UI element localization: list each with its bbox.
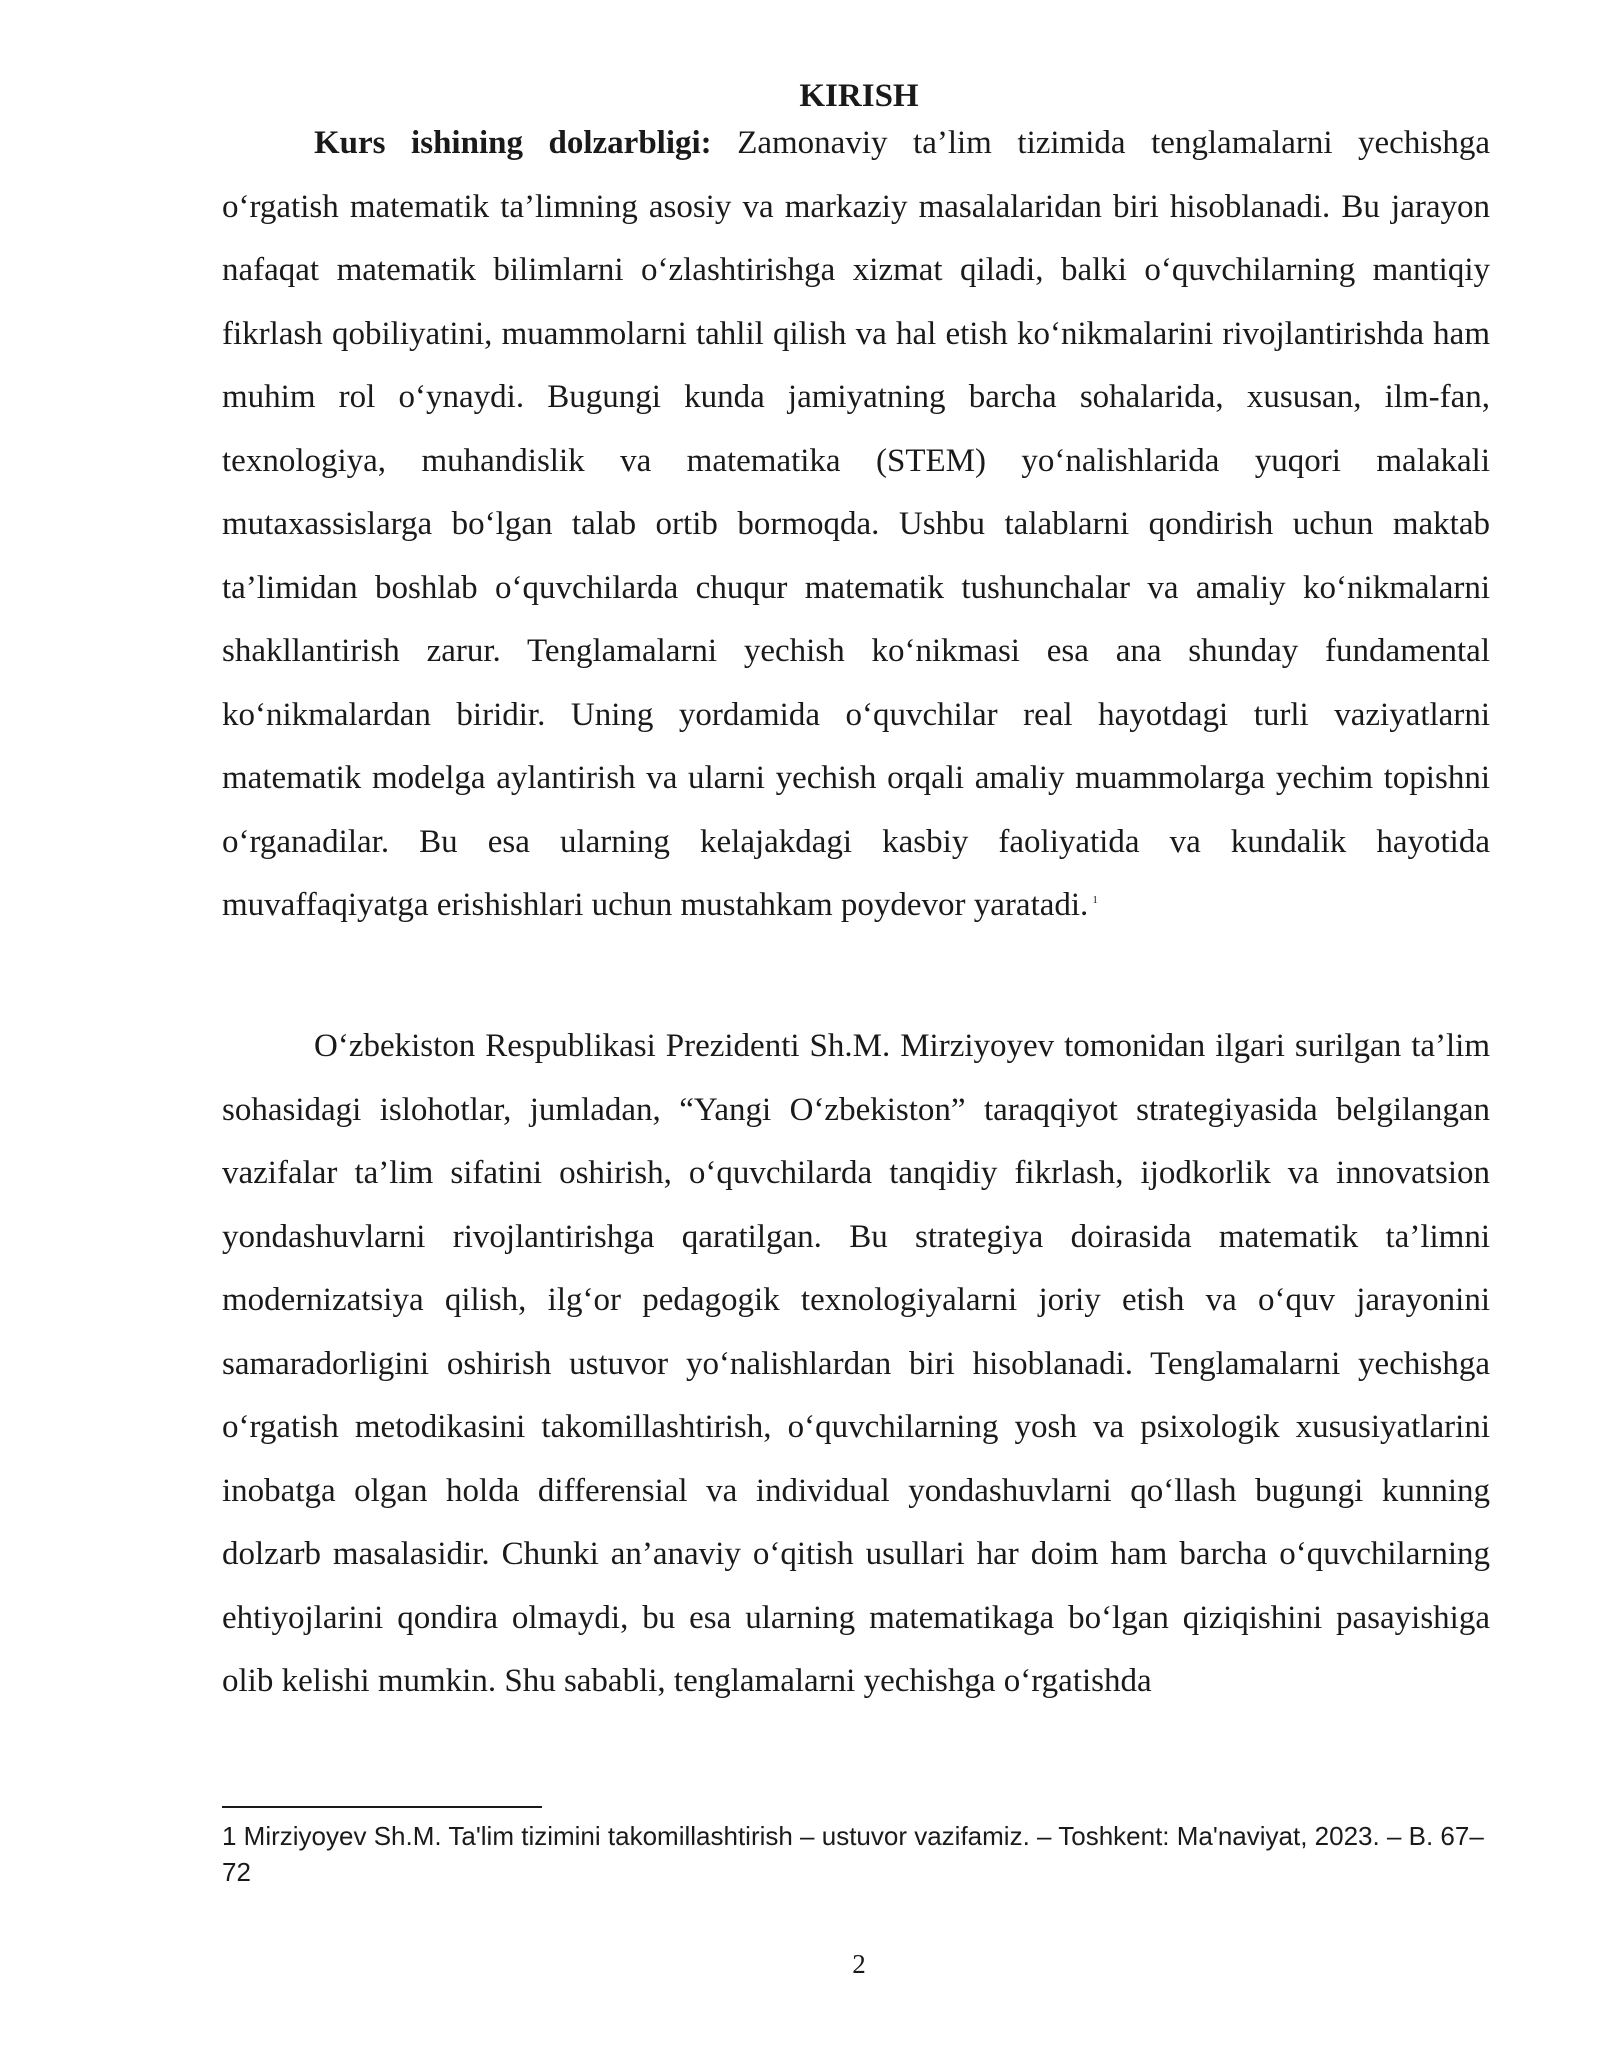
paragraph-relevance bbox=[222, 112, 1490, 938]
paragraph-reforms: O‘zbekiston Respublikasi Prezidenti Sh.M. Mirziyoyev tomonidan ilgari surilgan ta’lim sohasidagi islohotlar, jumladan, “Yangi O‘zbekiston” taraqqiyot strategiyasida belgilangan vazifalar ta’lim sifatini oshirish, o‘quvchilarda tanqidiy fikrlash, ijodkorlik va innovatsion yondashuvlarni rivojlantirishga qaratilgan. Bu strategiya doirasida matematik ta’limni modernizatsiya qilish, ilg‘or pedagogik texnologiyalarni joriy etish va o‘quv jarayonini samaradorligini oshirish ustuvor yo‘nalishlardan biri hisoblanadi. Tenglamalarni yechishga o‘rgatish metodikasini takomillashtirish, o‘quvchilarning yosh va psixologik xususiyatlarini inobatga olgan holda differensial va individual yondashuvlarni qo‘llash bugungi kunning dolzarb masalasidir. Chunki an’anaviy o‘qitish usullari har doim ham barcha o‘quvchilarning ehtiyojlarini qondira olmaydi, bu esa ularning matematikaga bo‘lgan qiziqishini pasayishiga olib kelishi mumkin. Shu sababli, tenglamalarni yechishga o‘rgatishda bbox=[222, 1028, 1490, 1699]
page-number: 2 bbox=[852, 1949, 866, 1979]
paragraph-lead-label: Kurs ishining dolzarbligi: bbox=[314, 125, 712, 161]
footnote-text: 1 Mirziyoyev Sh.M. Ta'lim tizimini takomillashtirish – ustuvor vazifamiz. – Toshkent: Ma'naviyat, 2023. – B. 67–72 bbox=[222, 1821, 1484, 1887]
section-heading: KIRISH bbox=[799, 78, 919, 114]
paragraph-relevance-text: Zamonaviy ta’lim tizimida tenglamalarni yechishga o‘rgatish matematik ta’limning asosiy va markaziy masalalaridan biri hisoblanadi. Bu jarayon nafaqat matematik bilimlarni o‘zlashtirishga xizmat qiladi, balki o‘quvchilarning mantiqiy fikrlash qobiliyatini, muammolarni tahlil qilish va hal etish ko‘nikmalarini rivojlantirishda ham muhim rol o‘ynaydi. Bugungi kunda jamiyatning barcha sohalarida, xususan, ilm-fan, texnologiya, muhandislik va matematika (STEM) yo‘nalishlarida yuqori malakali mutaxassislarga bo‘lgan talab ortib bormoqda. Ushbu talablarni qondirish uchun maktab ta’limidan boshlab o‘quvchilarda chuqur matematik tushunchalar va amaliy ko‘nikmalarni shakllantirish zarur. Tenglamalarni yechish ko‘nikmasi esa ana shunday fundamental ko‘nikmalardan biridir. Uning yordamida o‘quvchilar real hayotdagi turli vaziyatlarni matematik modelga aylantirish va ularni yechish orqali amaliy muammolarga yechim topishni o‘rganadilar. Bu esa ularning kelajakdagi kasbiy faoliyatida va kundalik hayotida muvaffaqiyatga erishishlari uchun mustahkam poydevor yaratadi. bbox=[222, 125, 1490, 923]
footnote-reference[interactable]: 1 bbox=[1092, 894, 1098, 906]
footnote-divider bbox=[222, 1806, 542, 1808]
